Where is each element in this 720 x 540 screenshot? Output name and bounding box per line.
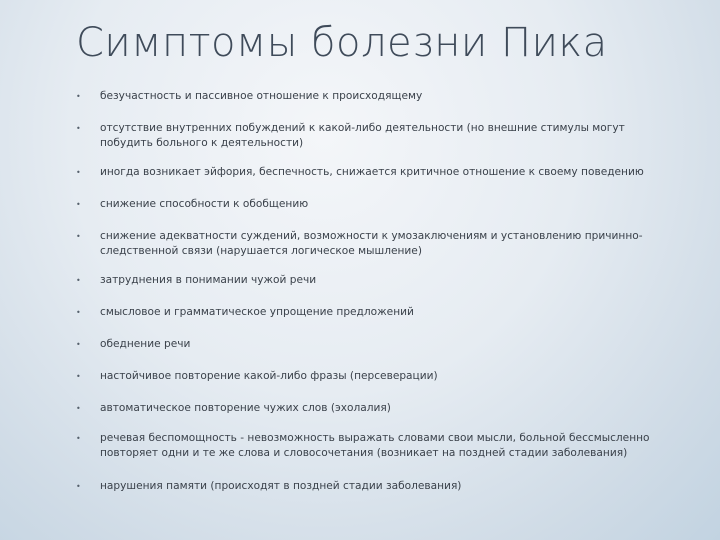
list-item-text: речевая беспомощность - невозможность выражать словами свои мысли, больной бессмысленно повторяет одни и те же слова и словосочетания (возникает на поздней стадии заболевания)	[100, 432, 650, 459]
bullet-icon: •	[76, 200, 81, 209]
list-item-text: затруднения в понимании чужой речи	[100, 274, 317, 286]
list-item-text: безучастность и пассивное отношение к происходящему	[100, 90, 423, 102]
list-item-text: отсутствие внутренних побуждений к какой-либо деятельности (но внешние стимулы могут побудить больного к деятельности)	[100, 122, 625, 149]
list-item-text: обеднение речи	[100, 338, 191, 350]
list-item-text: нарушения памяти (происходят в поздней стадии заболевания)	[100, 480, 462, 492]
bullet-icon: •	[76, 404, 81, 413]
bullet-icon: •	[76, 232, 81, 241]
bullet-icon: •	[76, 92, 81, 101]
bullet-icon: •	[76, 482, 81, 491]
bullet-icon: •	[76, 308, 81, 317]
list-item-text: настойчивое повторение какой-либо фразы (персеверации)	[100, 370, 438, 382]
bullet-icon: •	[76, 168, 81, 177]
bullet-icon: •	[76, 434, 81, 443]
bullet-icon: •	[76, 124, 81, 133]
bullet-icon: •	[76, 340, 81, 349]
list-item-text: иногда возникает эйфория, беспечность, снижается критичное отношение к своему поведению	[100, 166, 644, 178]
bullet-icon: •	[76, 372, 81, 381]
list-item-text: смысловое и грамматическое упрощение предложений	[100, 306, 414, 318]
list-item-text: автоматическое повторение чужих слов (эхолалия)	[100, 402, 391, 414]
list-item-text: снижение способности к обобщению	[100, 198, 309, 210]
bullet-icon: •	[76, 276, 81, 285]
slide-title: Симптомы болезни Пика	[76, 20, 608, 66]
list-item-text: снижение адекватности суждений, возможности к умозаключениям и установлению причинно-следственной связи (нарушается логическое мышление)	[100, 230, 643, 257]
